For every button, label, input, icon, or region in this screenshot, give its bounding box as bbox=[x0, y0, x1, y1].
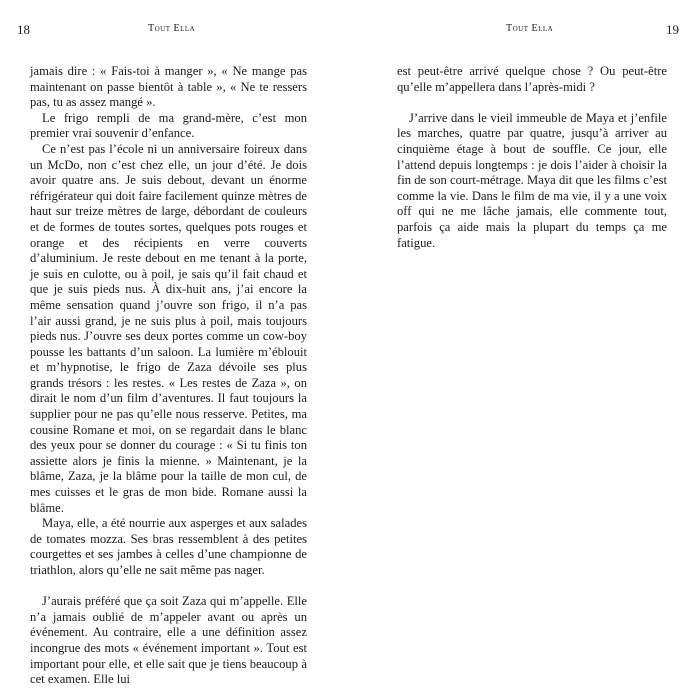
running-head: Tout Ella bbox=[148, 23, 196, 34]
paragraph: Ce n’est pas l’école ni un anniversaire foireux dans un McDo, non c’est chez elle, un jour d’été. Je dois avoir quatre ans. Je suis debout, devant un énorme réfrigérateur qui doit faire facilement quinze mètres de haut sur treize mètres de large, débordant de couleurs et de formes de toutes sortes, quelques pots rouges et orange et des récipients en verre couverts d’aluminium. Je reste debout en me tenant à la porte, je suis en culotte, ou à poil, je sais qu’il fait chaud et que je suis pieds nus. À dix-huit ans, j’ai encore la même sensation quand j’ouvre son frigo, il n’a pas l’air aussi grand, je ne suis plus à poil, mais toujours pieds nus. J’ouvre ses deux portes comme un cow-boy pousse les battants d’un saloon. La lumière m’éblouit et m’hypnotise, le frigo de Zaza dévoile ses plus grands trésors : les restes. « Les restes de Zaza », on dirait le nom d’un film d’aventures. Il faut toujours la supplier pour ne pas qu’elle nous resserve. Petites, ma cousine Romane et moi, on se regardait dans le blanc des yeux pour se donner du courage : « Si tu finis ton assiette alors je finis la mienne. » Maintenant, je la blâme, Zaza, je la blâme pour la taille de mon cul, de mes cuisses et le gras de mon bide. Romane aussi la blâme. bbox=[30, 141, 307, 515]
paragraph: J’aurais préféré que ça soit Zaza qui m’appelle. Elle n’a jamais oublié de m’appeler avant ou après un événement. Au contraire, elle a une définition assez incongrue des mots « événement important ». Tout est important pour elle, et elle sait que je tiens beaucoup à cet examen. Elle lui bbox=[30, 594, 307, 687]
right-page bbox=[350, 0, 700, 557]
left-page bbox=[0, 0, 350, 687]
paragraph: Le frigo rempli de ma grand-mère, c’est mon premier vrai souvenir d’enfance. bbox=[30, 110, 307, 141]
running-head: Tout Ella bbox=[506, 23, 554, 34]
paragraph: Maya, elle, a été nourrie aux asperges et aux salades de tomates mozza. Ses bras ressemblent à des petites courgettes et ses jambes à celles d’une championne de triathlon, alors qu’elle ne sait même pas nager. bbox=[30, 516, 307, 577]
paragraph: jamais dire : « Fais-toi à manger », « Ne mange pas maintenant on passe bientôt à table », « Ne te ressers pas, tu as assez mangé ». bbox=[30, 64, 307, 110]
body-text bbox=[397, 64, 667, 251]
page-number: 19 bbox=[666, 22, 679, 37]
paragraph: J’arrive dans le vieil immeuble de Maya et j’enfile les marches, quatre par quatre, jusqu’à arriver au cinquième étage à bout de souffle. Ce jour, elle l’attend depuis longtemps : je dois l’aider à choisir la fin de son court-métrage. Maya dit que les films c’est comme la vie. Dans le film de ma vie, il y a une voix off qui ne me lâche jamais, elle commente tout, parfois ça aide mais la plupart du temps ça me fatigue. bbox=[397, 110, 667, 250]
paragraph: est peut-être arrivé quelque chose ? Ou peut-être qu’elle m’appellera dans l’après-midi ? bbox=[397, 64, 667, 94]
page-number: 18 bbox=[17, 22, 30, 37]
body-text bbox=[30, 64, 307, 688]
